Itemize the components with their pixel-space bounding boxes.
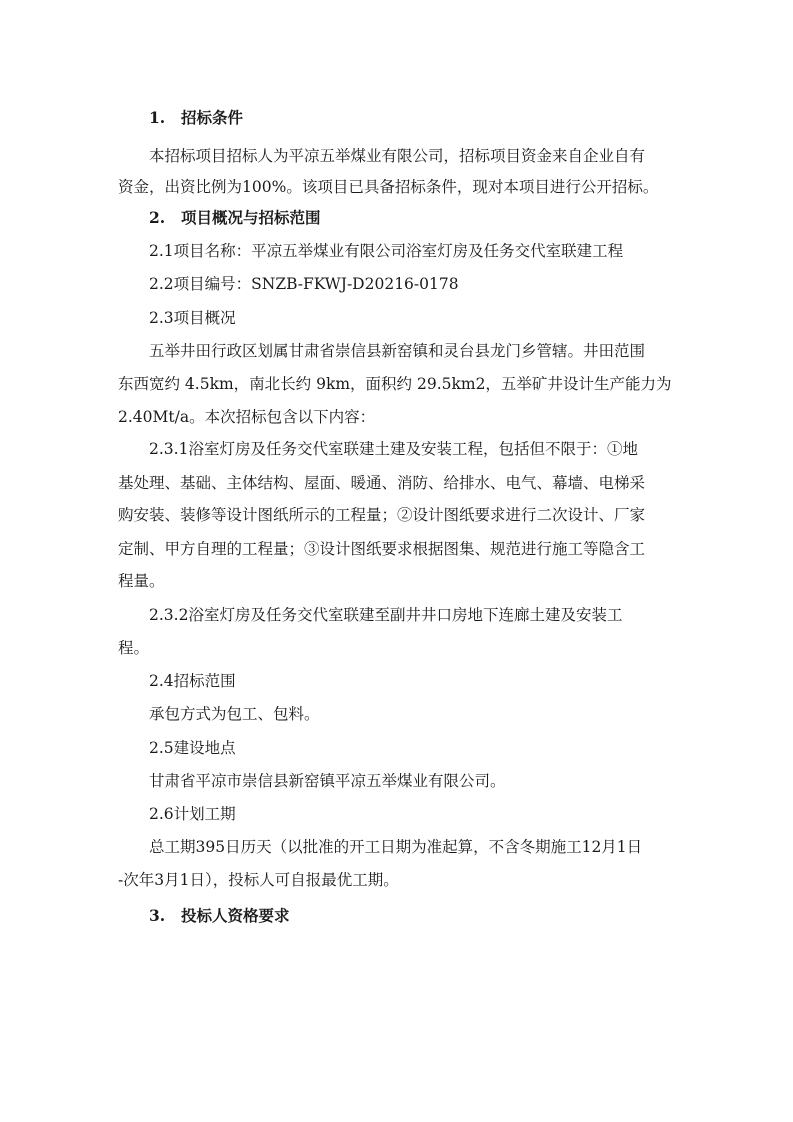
project-name-line: 2.1项目名称：平凉五举煤业有限公司浴室灯房及任务交代室联建工程 [149, 242, 624, 260]
paragraph-line: 2.3.2浴室灯房及任务交代室联建至副井井口房地下连廊土建及安装工 [149, 606, 623, 624]
section-heading-3 [149, 906, 290, 926]
paragraph-line: 甘肃省平凉市崇信县新窑镇平凉五举煤业有限公司。 [149, 772, 506, 790]
section-heading-1 [149, 108, 243, 128]
project-number-line: 2.2项目编号：SNZB-FKWJ-D20216-0178 [149, 275, 459, 293]
section-title: 招标条件 [181, 108, 244, 127]
paragraph-line: 五举井田行政区划属甘肃省崇信县新窑镇和灵台县龙门乡管辖。井田范围 [149, 342, 646, 360]
paragraph-line: 基处理、基础、主体结构、屋面、暖通、消防、给排水、电气、幕墙、电梯采 [118, 474, 646, 492]
section-title: 投标人资格要求 [181, 906, 290, 925]
section-number: 1. [149, 108, 166, 127]
subsection-heading: 2.3项目概况 [149, 309, 236, 327]
paragraph-line: 购安装、装修等设计图纸所示的工程量；②设计图纸要求进行二次设计、厂家 [118, 506, 646, 524]
subsection-heading: 2.4招标范围 [149, 672, 236, 690]
paragraph-line: 定制、甲方自理的工程量；③设计图纸要求根据图集、规范进行施工等隐含工 [118, 540, 646, 558]
paragraph-line: 2.40Mt/a。本次招标包含以下内容： [118, 408, 376, 426]
section-title: 项目概况与招标范围 [181, 208, 321, 227]
section-heading-2 [149, 208, 321, 228]
paragraph-line: 本招标项目招标人为平凉五举煤业有限公司，招标项目资金来自企业自有 [149, 147, 646, 165]
paragraph-line: 程。 [118, 639, 150, 657]
section-number: 3. [149, 906, 166, 925]
subsection-heading: 2.6计划工期 [149, 805, 236, 823]
paragraph-line: 东西宽约 4.5km，南北长约 9km，面积约 29.5km2，五举矿井设计生产能力为 [118, 375, 672, 393]
paragraph-line: 承包方式为包工、包料。 [149, 705, 320, 723]
section-number: 2. [149, 208, 166, 227]
subsection-heading: 2.5建设地点 [149, 739, 236, 757]
paragraph-line: 总工期395日历天（以批准的开工日期为准起算，不含冬期施工12月1日 [149, 838, 643, 856]
paragraph-line: 资金，出资比例为100%。该项目已具备招标条件，现对本项目进行公开招标。 [118, 178, 659, 196]
paragraph-line: -次年3月1日），投标人可自报最优工期。 [118, 871, 399, 889]
paragraph-line: 程量。 [118, 572, 165, 590]
paragraph-line: 2.3.1浴室灯房及任务交代室联建土建及安装工程，包括但不限于：①地 [149, 440, 638, 458]
